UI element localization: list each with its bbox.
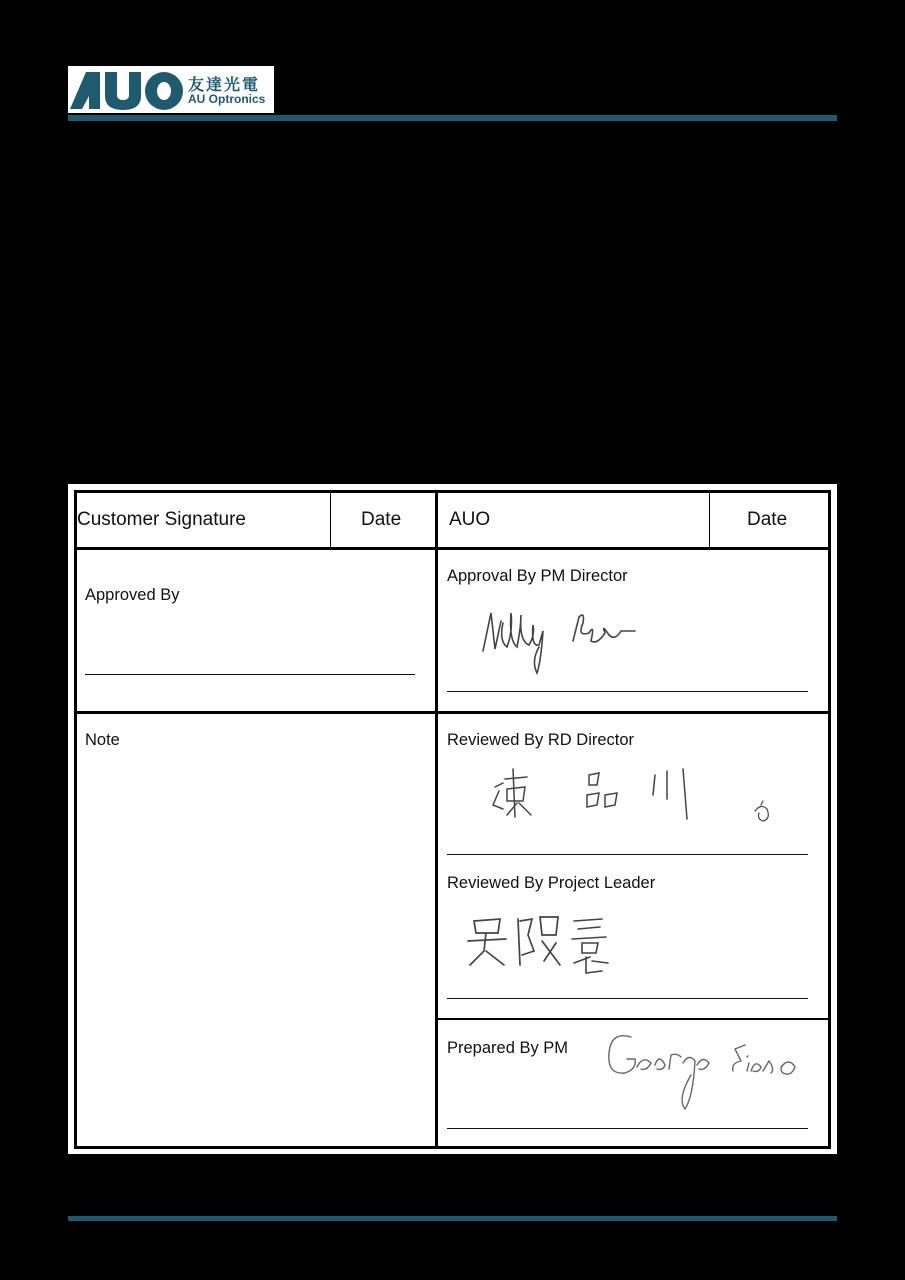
- auo-date-divider: [709, 493, 710, 548]
- auo-header: AUO: [449, 509, 491, 530]
- rd-director-signature-line[interactable]: [447, 854, 808, 855]
- auo-logo: [68, 66, 274, 113]
- rd-director-label: Reviewed By RD Director: [447, 731, 635, 749]
- logo-chinese-text: 友達光電: [188, 77, 261, 94]
- project-leader-label: Reviewed By Project Leader: [447, 874, 656, 892]
- signature-table: [74, 490, 831, 1149]
- header-rule: [68, 115, 837, 121]
- prepared-row-divider: [438, 1018, 828, 1020]
- prepared-by-signature: [597, 1023, 812, 1118]
- note-label: Note: [85, 731, 120, 749]
- auo-date-header: Date: [747, 509, 788, 530]
- prepared-by-signature-line[interactable]: [447, 1128, 808, 1129]
- header-row-divider: [77, 547, 828, 550]
- customer-date-header: Date: [361, 509, 402, 530]
- center-divider: [435, 493, 438, 1146]
- pm-director-signature: [477, 601, 647, 676]
- approved-by-signature-line[interactable]: [85, 674, 415, 675]
- pm-director-signature-line[interactable]: [447, 691, 808, 692]
- signature-sheet: [68, 484, 837, 1154]
- project-leader-signature-line[interactable]: [447, 998, 808, 999]
- customer-date-divider: [330, 493, 331, 548]
- customer-signature-header: Customer Signature: [77, 509, 246, 530]
- project-leader-signature: [462, 911, 632, 986]
- rd-director-signature: [487, 765, 787, 840]
- pm-director-label: Approval By PM Director: [447, 567, 628, 585]
- logo-english-text: AU Optronics: [188, 92, 266, 106]
- approved-by-label: Approved By: [85, 586, 180, 604]
- prepared-by-label: Prepared By PM: [447, 1039, 569, 1057]
- footer-rule: [68, 1216, 837, 1221]
- approved-row-divider: [77, 711, 828, 714]
